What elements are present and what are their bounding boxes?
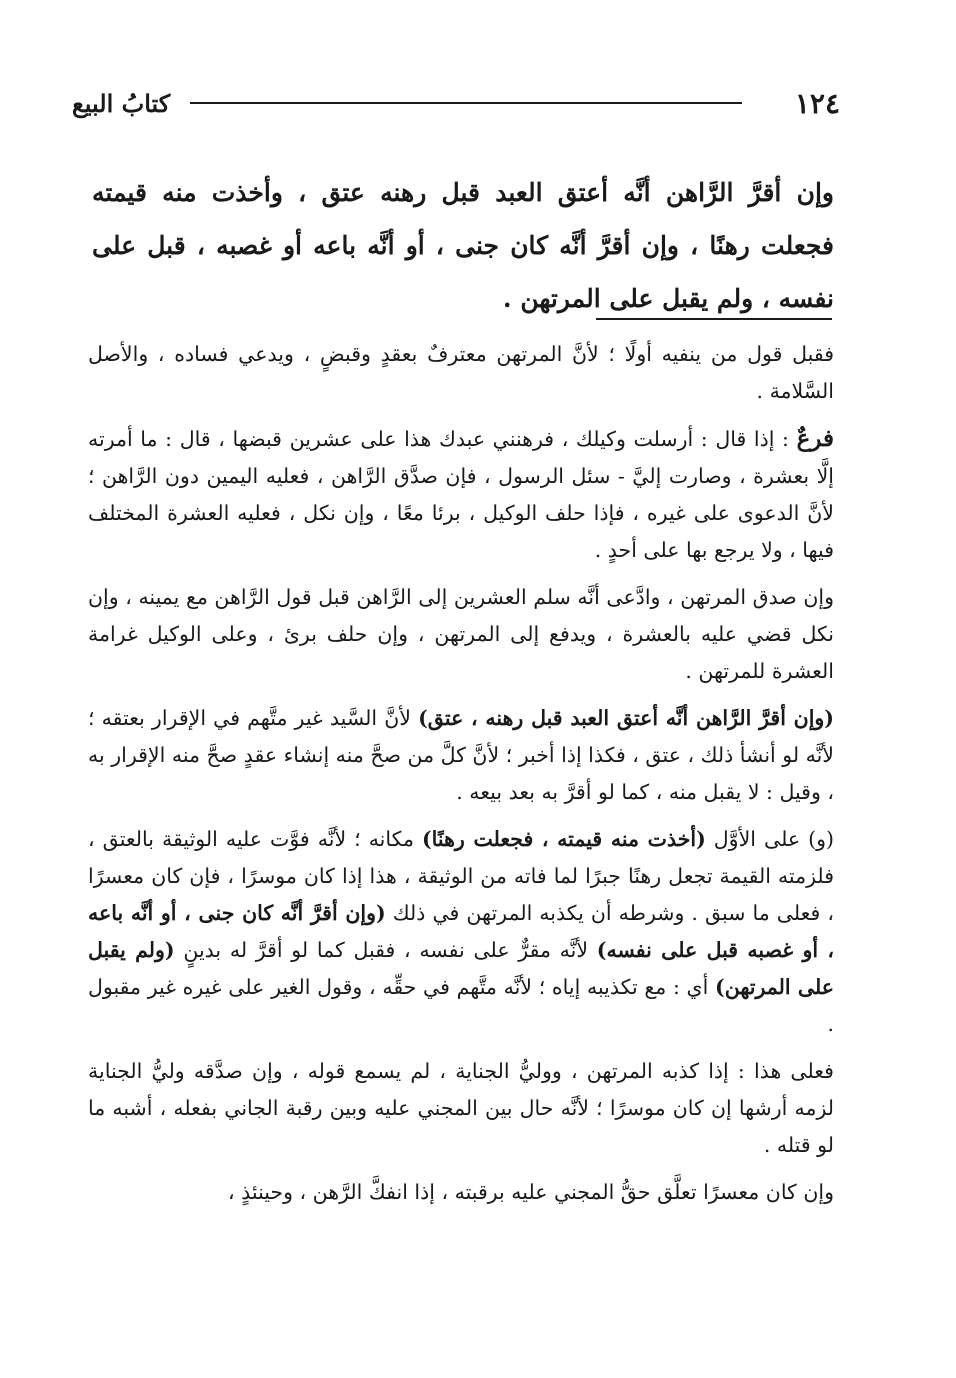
commentary-text: (و) على الأوَّل [705, 827, 835, 851]
commentary-paragraph-7: وإن كان معسرًا تعلَّق حقُّ المجني عليه برقبته ، إذا انفكَّ الرَّهن ، وحينئذٍ ، [227, 1180, 834, 1204]
running-title: كتابُ البيع [72, 88, 171, 118]
matn-text: وإن أقرَّ الرَّاهن أنَّه أعتق العبد قبل رهنه عتق ، وأخذت منه قيمته فجعلت رهنًا ، وإن أقرَّ أنَّه كان جنى ، أو أنَّه باعه أو غصبه ، قبل على نفسه ، ولم يقبل على المرتهن . [92, 178, 834, 313]
page-header [72, 78, 840, 128]
commentary-text: أي : مع تكذيبه إياه ؛ لأنَّه متَّهم في حقِّه ، وقول الغير على غيره غير مقبول . [88, 975, 834, 1036]
far-heading: فرعٌ [796, 425, 834, 452]
commentary-text: لأنَّه مقرٌّ على نفسه ، فقبل كما لو أقرَّ له بدينٍ [174, 938, 597, 962]
commentary-paragraph-4 [88, 700, 834, 811]
page-number: ١٢٤ [794, 86, 840, 120]
matn-quote: (أخذت منه قيمته ، فجعلت رهنًا) [421, 827, 706, 851]
commentary-paragraph-3: وإن صدق المرتهن ، وادَّعى أنَّه سلم العشرين إلى الرَّاهن قبل قول الرَّاهن مع يمينه ، وإن نكل قضي عليه بالعشرة ، ويدفع إلى المرتهن ، وإن حلف برئ ، وعلى الوكيل غرامة العشرة للمرتهن . [88, 585, 834, 683]
matn-quote: (ولم يقبل على المرتهن) [88, 938, 835, 999]
far-text: : إذا قال : أرسلت وكيلك ، فرهنني عبدك هذا على عشرين قبضها ، قال : ما أمرته إلَّا بعشرة ، وصارت إليَّ - سئل الرسول ، فإن صدَّق الرَّاهن ، فعليه اليمين دون الرَّاهن ؛ لأنَّ الدعوى على غيره ، فإذا حلف الوكيل ، برئا معًا ، وإن نكل ، فعليه العشرة المختلف فيها ، ولا يرجع بها على أحدٍ . [88, 427, 834, 562]
commentary [88, 336, 834, 1221]
header-rule [190, 102, 742, 104]
commentary-paragraph-1: فقبل قول من ينفيه أولًا ؛ لأنَّ المرتهن معترفٌ بعقدٍ وقبضٍ ، ويدعي فساده ، والأصل السَّلامة . [88, 342, 834, 403]
commentary-paragraph-5 [88, 821, 834, 1043]
commentary-text: لأنَّ السَّيد غير متَّهم في الإقرار بعتقه ؛ لأنَّه لو أنشأ ذلك ، عتق ، فكذا إذا أخبر ؛ لأنَّ كلَّ من صحَّ منه إنشاء عقدٍ صحَّ منه الإقرار به ، وقيل : لا يقبل منه ، كما لو أقرَّ به بعد بيعه . [88, 706, 834, 804]
commentary-paragraph-6: فعلى هذا : إذا كذبه المرتهن ، ووليُّ الجناية ، لم يسمع قوله ، وإن صدَّقه وليُّ الجناية لزمه أرشها إن كان موسرًا ؛ لأنَّه حال بين المجني عليه وبين رقبة الجاني بفعله ، أشبه ما لو قتله . [88, 1059, 834, 1157]
commentary-text: مكانه ؛ لأنَّه فوَّت عليه الوثيقة بالعتق ، فلزمته القيمة تجعل رهنًا جبرًا لما فاته من الوثيقة ، هذا إذا كان موسرًا ، فإن كان معسرًا ، فعلى ما سبق . وشرطه أن يكذبه المرتهن في ذلك [88, 827, 834, 925]
commentary-paragraph-2 [88, 420, 834, 569]
matn-quote: (وإن أقرَّ أنَّه كان جنى ، أو أنَّه باعه ، أو غصبه قبل على نفسه) [88, 901, 834, 962]
matn-quote: (وإن أقرَّ الرَّاهن أنَّه أعتق العبد قبل رهنه ، عتق) [418, 706, 834, 730]
matn-separator-rule [596, 318, 832, 320]
